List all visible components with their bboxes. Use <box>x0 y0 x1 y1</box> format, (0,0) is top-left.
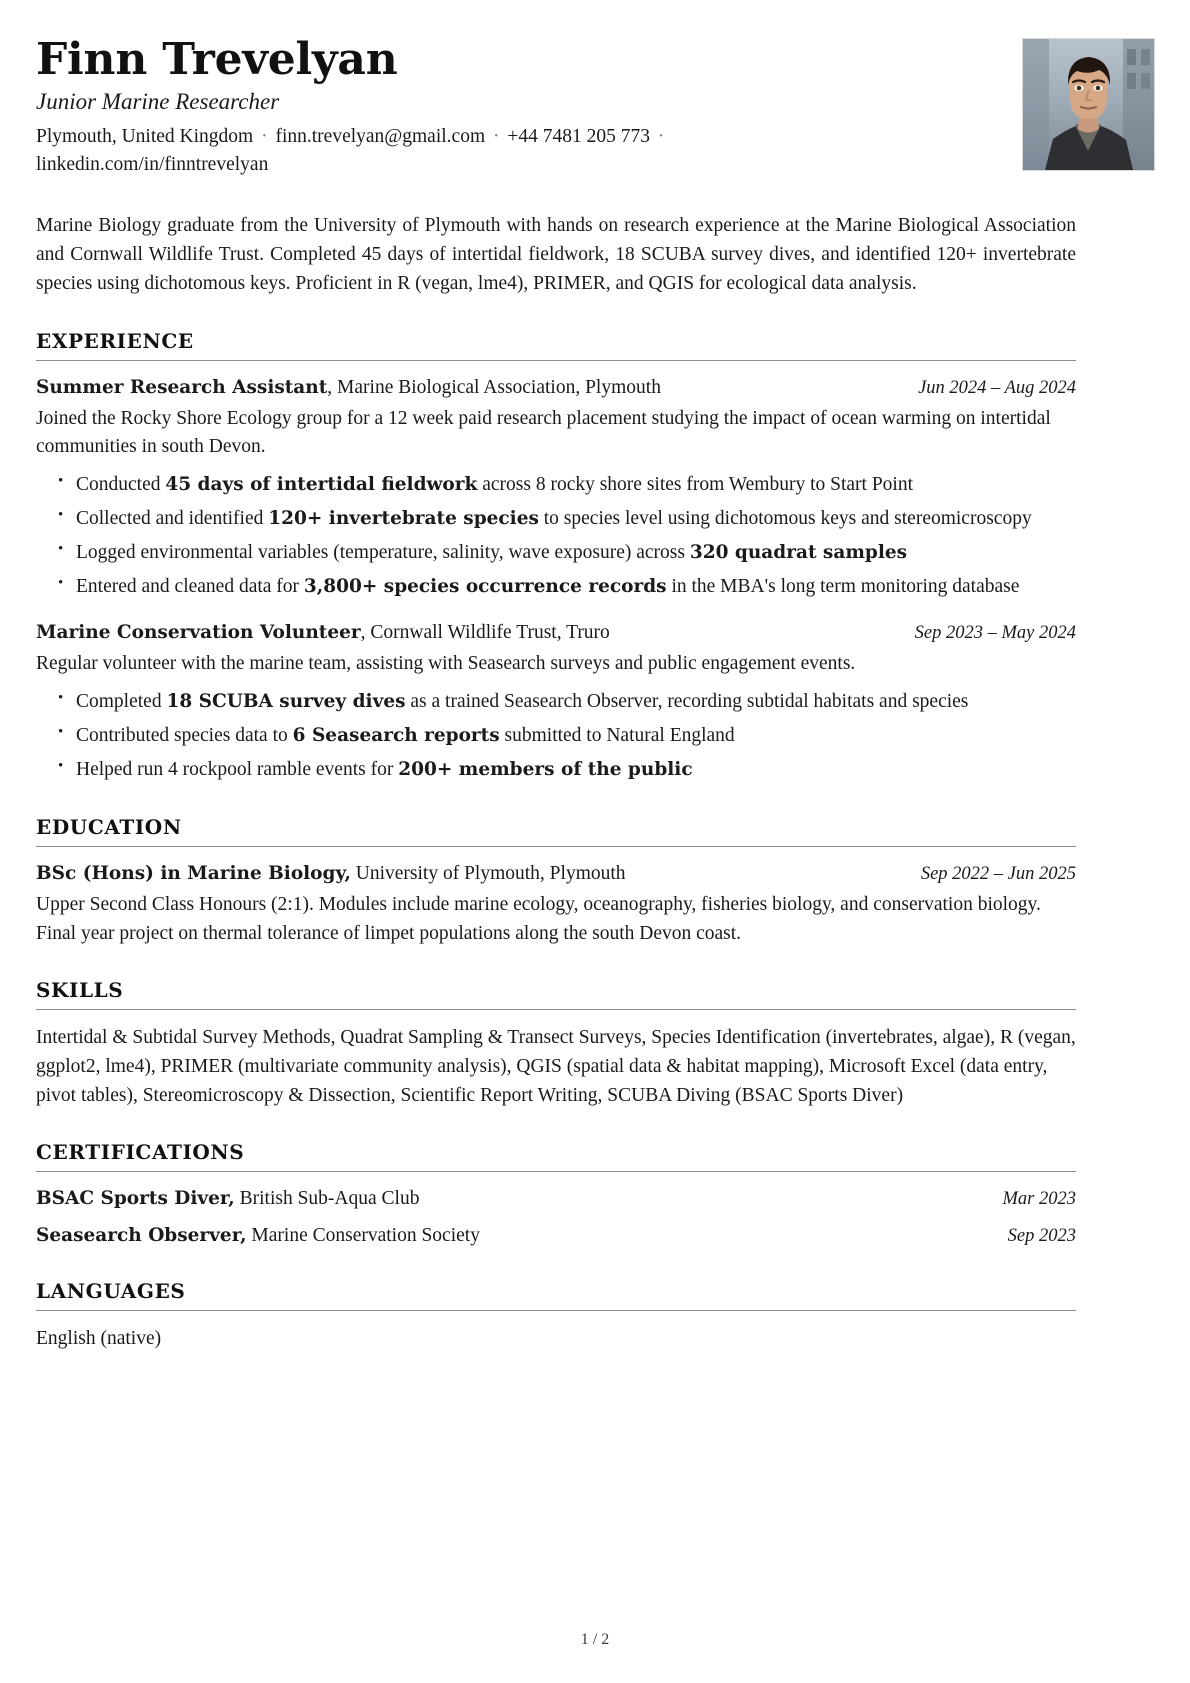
section-experience <box>36 329 1076 785</box>
list-item <box>54 688 1076 717</box>
bullet-strong: 6 Seasearch reports <box>292 725 500 747</box>
bullet-strong: 120+ invertebrate species <box>268 508 539 530</box>
entry-org: , Cornwall Wildlife Trust, Truro <box>360 621 610 643</box>
certification-org: British Sub-Aqua Club <box>234 1188 420 1210</box>
list-item <box>54 573 1076 602</box>
certification-entry <box>36 1223 1076 1249</box>
job-role-subtitle: Junior Marine Researcher <box>36 88 280 114</box>
bullet-pre: Helped run 4 rockpool ramble events for <box>76 759 399 781</box>
entry-degree: BSc (Hons) in Marine Biology, <box>36 863 351 885</box>
entry-title <box>36 1186 987 1212</box>
section-title-certifications: CERTIFICATIONS <box>36 1140 245 1165</box>
skills-body: Intertidal & Subtidal Survey Methods, Quadrat Sampling & Transect Surveys, Species Identification (invertebrates, algae), R (vegan, ggplot2, lme4), PRIMER (multivariate community analysis), QGIS (spatial data & habitat mapping), Microsoft Excel (data entry, pivot tables), Stereomicroscopy & Dissection, Scientific Report Writing, SCUBA Diving (BSAC Sports Diver) <box>36 1026 1076 1106</box>
professional-summary: Marine Biology graduate from the University of Plymouth with hands on research experience at the Marine Biological Association and Cornwall Wildlife Trust. Completed 45 days of intertidal fieldwork, 18 SCUBA survey dives, and identified 120+ invertebrate species using dichotomous keys. Proficient in R (vegan, lme4), PRIMER, and QGIS for ecological data analysis. <box>36 215 1076 294</box>
contact-line <box>36 123 796 180</box>
headshot-photo-icon <box>1023 39 1154 170</box>
entry-title <box>36 1223 992 1249</box>
bullet-pre: Completed <box>76 691 167 713</box>
resume-header <box>36 36 1076 186</box>
entry-description: Joined the Rocky Shore Ecology group for a 12 week paid research placement studying the impact of ocean warming on intertidal communities in south Devon. <box>36 407 1051 458</box>
contact-separator-icon: · <box>261 126 268 148</box>
bullet-post: to species level using dichotomous keys and stereomicroscopy <box>538 508 1032 530</box>
entry-date: Sep 2022 – Jun 2025 <box>920 864 1076 885</box>
entry-description: Upper Second Class Honours (2:1). Modules include marine ecology, oceanography, fisheries biology, and conservation biology. Final year project on thermal tolerance of limpet populations along the south Devon coast. <box>36 894 1041 944</box>
bullet-post: as a trained Seasearch Observer, recording subtidal habitats and species <box>405 691 969 713</box>
list-item <box>54 756 1076 785</box>
section-divider <box>36 360 1076 361</box>
bullet-strong: 320 quadrat samples <box>689 542 908 564</box>
entry-role: Summer Research Assistant <box>36 376 328 398</box>
bullet-pre: Collected and identified <box>76 508 269 530</box>
certification-entry <box>36 1186 1076 1212</box>
contact-email[interactable]: finn.trevelyan@gmail.com <box>275 126 486 148</box>
contact-separator-icon: · <box>657 126 665 148</box>
experience-entry <box>36 620 1076 785</box>
entry-header <box>36 620 1076 646</box>
entry-header <box>36 1223 1076 1249</box>
entry-title <box>36 620 899 646</box>
list-item <box>54 539 1076 568</box>
page-indicator: 1 / 2 <box>580 1631 610 1648</box>
entry-header <box>36 375 1076 401</box>
bullet-pre: Logged environmental variables (temperature, salinity, wave exposure) across <box>76 542 690 564</box>
page-title: Finn Trevelyan <box>36 34 398 85</box>
entry-header <box>36 1186 1076 1212</box>
section-divider <box>36 1171 1076 1172</box>
contact-linkedin[interactable]: linkedin.com/in/finntrevelyan <box>36 154 269 176</box>
section-languages <box>36 1279 1076 1354</box>
entry-description: Regular volunteer with the marine team, assisting with Seasearch surveys and public engagement events. <box>36 653 856 675</box>
list-item <box>54 722 1076 751</box>
bullet-pre: Conducted <box>76 474 166 496</box>
bullet-pre: Contributed species data to <box>76 725 293 747</box>
entry-date: Sep 2023 – May 2024 <box>914 622 1076 643</box>
avatar <box>1022 38 1155 171</box>
certification-name: Seasearch Observer, <box>36 1224 247 1246</box>
resume-content <box>36 36 1076 1354</box>
contact-location: Plymouth, United Kingdom <box>36 126 254 148</box>
entry-role: Marine Conservation Volunteer <box>36 621 361 643</box>
entry-title <box>36 375 902 401</box>
entry-date: Jun 2024 – Aug 2024 <box>918 377 1076 398</box>
contact-separator-icon: · <box>493 126 500 148</box>
section-certifications <box>36 1140 1076 1249</box>
experience-entry <box>36 375 1076 602</box>
section-title-experience: EXPERIENCE <box>36 328 194 353</box>
section-title-skills: SKILLS <box>36 977 124 1002</box>
bullet-strong: 45 days of intertidal fieldwork <box>165 474 478 496</box>
section-skills <box>36 978 1076 1111</box>
list-item <box>54 505 1076 534</box>
section-title-education: EDUCATION <box>36 815 182 840</box>
bullet-strong: 18 SCUBA survey dives <box>166 691 406 713</box>
entry-org: University of Plymouth, Plymouth <box>350 863 626 885</box>
certification-org: Marine Conservation Society <box>246 1224 480 1246</box>
section-education <box>36 815 1076 948</box>
bullet-post: in the MBA's long term monitoring database <box>666 576 1020 597</box>
list-item <box>54 471 1076 500</box>
languages-body: English (native) <box>36 1328 162 1350</box>
entry-bullet-list <box>36 471 1076 601</box>
bullet-post: submitted to Natural England <box>499 725 735 747</box>
section-divider <box>36 1310 1076 1311</box>
entry-title <box>36 861 905 887</box>
entry-org: , Marine Biological Association, Plymouth <box>327 376 661 398</box>
section-title-languages: LANGUAGES <box>36 1279 186 1304</box>
entry-date: Sep 2023 <box>1007 1225 1076 1246</box>
bullet-post: across 8 rocky shore sites from Wembury to Start Point <box>477 474 914 496</box>
bullet-strong: 3,800+ species occurrence records <box>303 576 667 597</box>
bullet-pre: Entered and cleaned data for <box>76 576 304 597</box>
section-divider <box>36 1009 1076 1010</box>
contact-phone[interactable]: +44 7481 205 773 <box>507 126 650 148</box>
section-divider <box>36 846 1076 847</box>
bullet-strong: 200+ members of the public <box>398 759 693 781</box>
entry-date: Mar 2023 <box>1002 1189 1076 1210</box>
certification-name: BSAC Sports Diver, <box>36 1188 235 1210</box>
education-entry <box>36 861 1076 948</box>
entry-header <box>36 861 1076 887</box>
entry-bullet-list <box>36 688 1076 785</box>
